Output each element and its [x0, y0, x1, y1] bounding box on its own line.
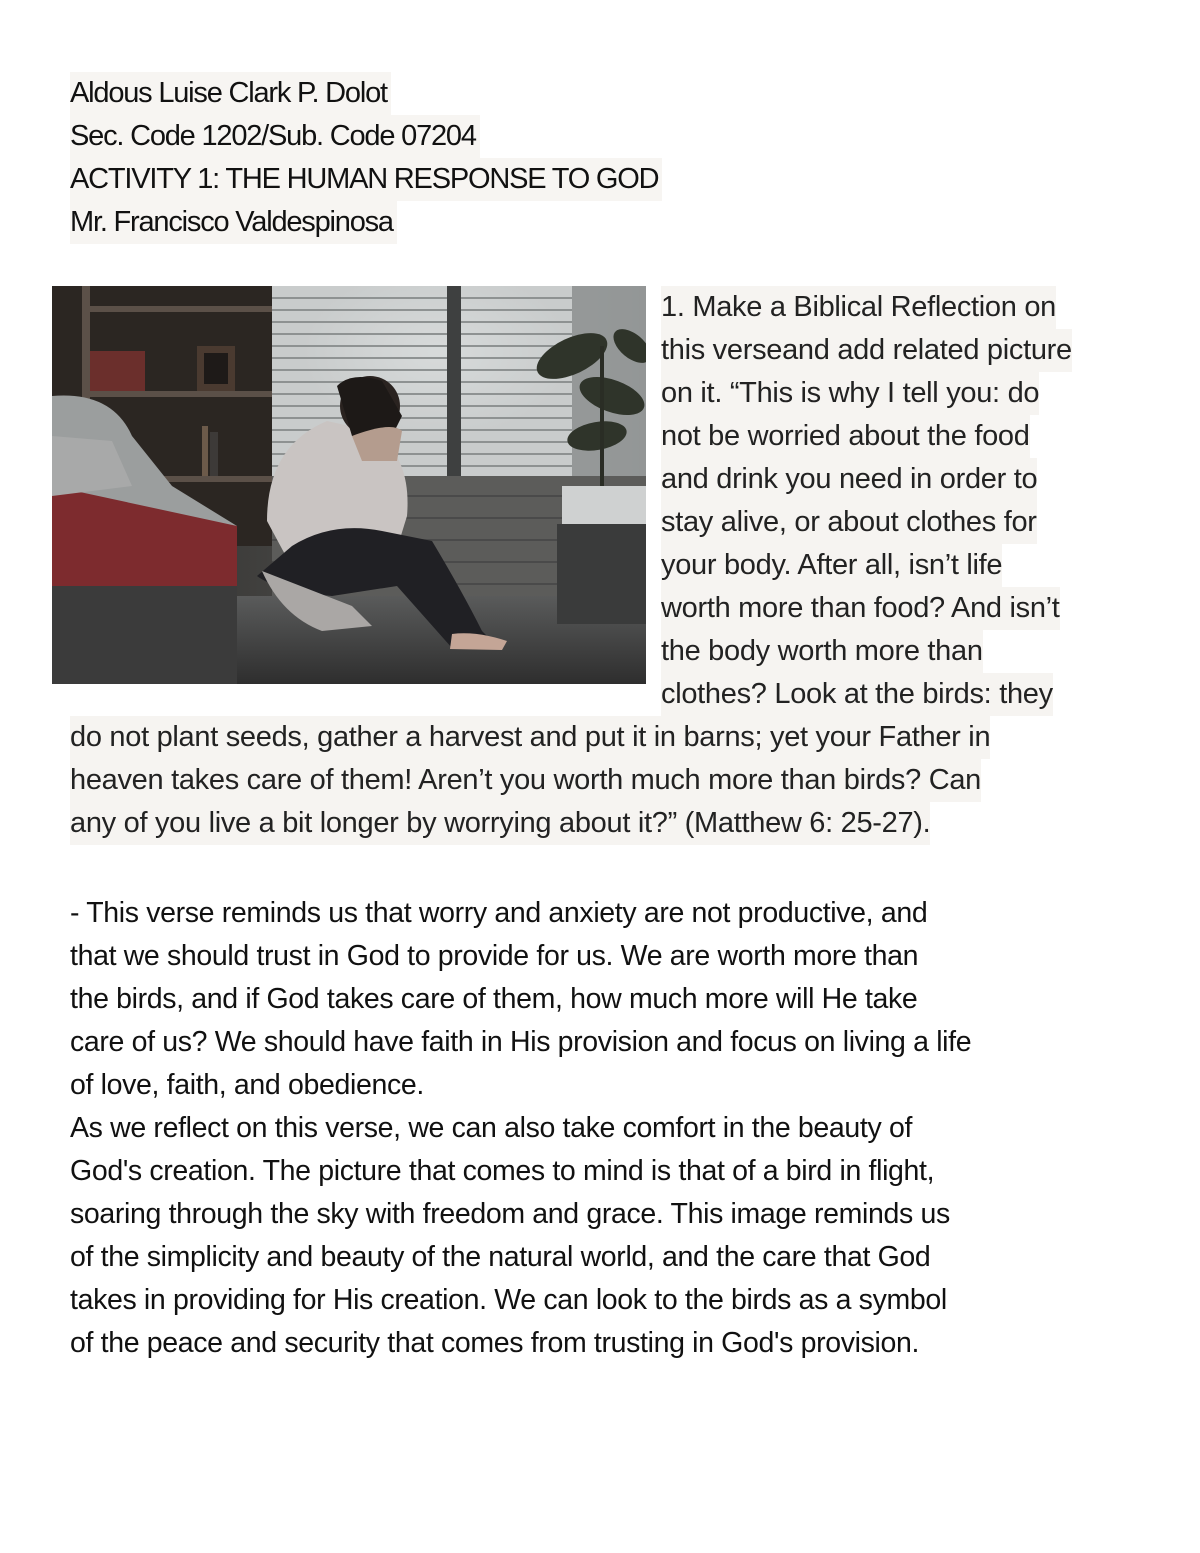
verse-line: and drink you need in order to	[661, 458, 1037, 501]
reflection-line: takes in providing for His creation. We can look to the birds as a symbol	[70, 1284, 947, 1316]
reflection-line: of the peace and security that comes from trusting in God's provision.	[70, 1327, 920, 1359]
reflection-line: God's creation. The picture that comes to mind is that of a bird in flight,	[70, 1155, 935, 1187]
verse-line: stay alive, or about clothes for	[661, 501, 1037, 544]
verse-line: any of you live a bit longer by worrying about it?” (Matthew 6: 25-27).	[70, 802, 930, 845]
verse-line: 1. Make a Biblical Reflection on	[661, 286, 1056, 329]
verse-line: your body. After all, isn’t life	[661, 544, 1002, 587]
reflection-line: of love, faith, and obedience.	[70, 1069, 424, 1101]
student-name: Aldous Luise Clark P. Dolot	[70, 72, 391, 115]
reflection-line: the birds, and if God takes care of them, how much more will He take	[70, 983, 918, 1015]
teacher-name: Mr. Francisco Valdespinosa	[70, 201, 397, 244]
worried-person-photo	[52, 286, 646, 684]
reflection-line: that we should trust in God to provide for us. We are worth more than	[70, 940, 919, 972]
verse-line: heaven takes care of them! Aren’t you worth much more than birds? Can	[70, 759, 981, 802]
reflection-line: care of us? We should have faith in His provision and focus on living a life	[70, 1026, 972, 1058]
verse-line: not be worried about the food	[661, 415, 1030, 458]
section-code: Sec. Code 1202/Sub. Code 07204	[70, 115, 480, 158]
verse-line: clothes? Look at the birds: they	[661, 673, 1053, 716]
verse-line: on it. “This is why I tell you: do	[661, 372, 1039, 415]
verse-line: this verseand add related picture	[661, 329, 1072, 372]
verse-line: the body worth more than	[661, 630, 983, 673]
reflection-block	[70, 892, 971, 1365]
header-block	[70, 72, 662, 244]
reflection-line: of the simplicity and beauty of the natural world, and the care that God	[70, 1241, 931, 1273]
verse-line: worth more than food? And isn’t	[661, 587, 1060, 630]
reflection-line: - This verse reminds us that worry and anxiety are not productive, and	[70, 897, 928, 929]
activity-title: ACTIVITY 1: THE HUMAN RESPONSE TO GOD	[70, 158, 662, 201]
reflection-line: soaring through the sky with freedom and grace. This image reminds us	[70, 1198, 950, 1230]
verse-line: do not plant seeds, gather a harvest and put it in barns; yet your Father in	[70, 716, 990, 759]
reflection-line: As we reflect on this verse, we can also take comfort in the beauty of	[70, 1112, 913, 1144]
